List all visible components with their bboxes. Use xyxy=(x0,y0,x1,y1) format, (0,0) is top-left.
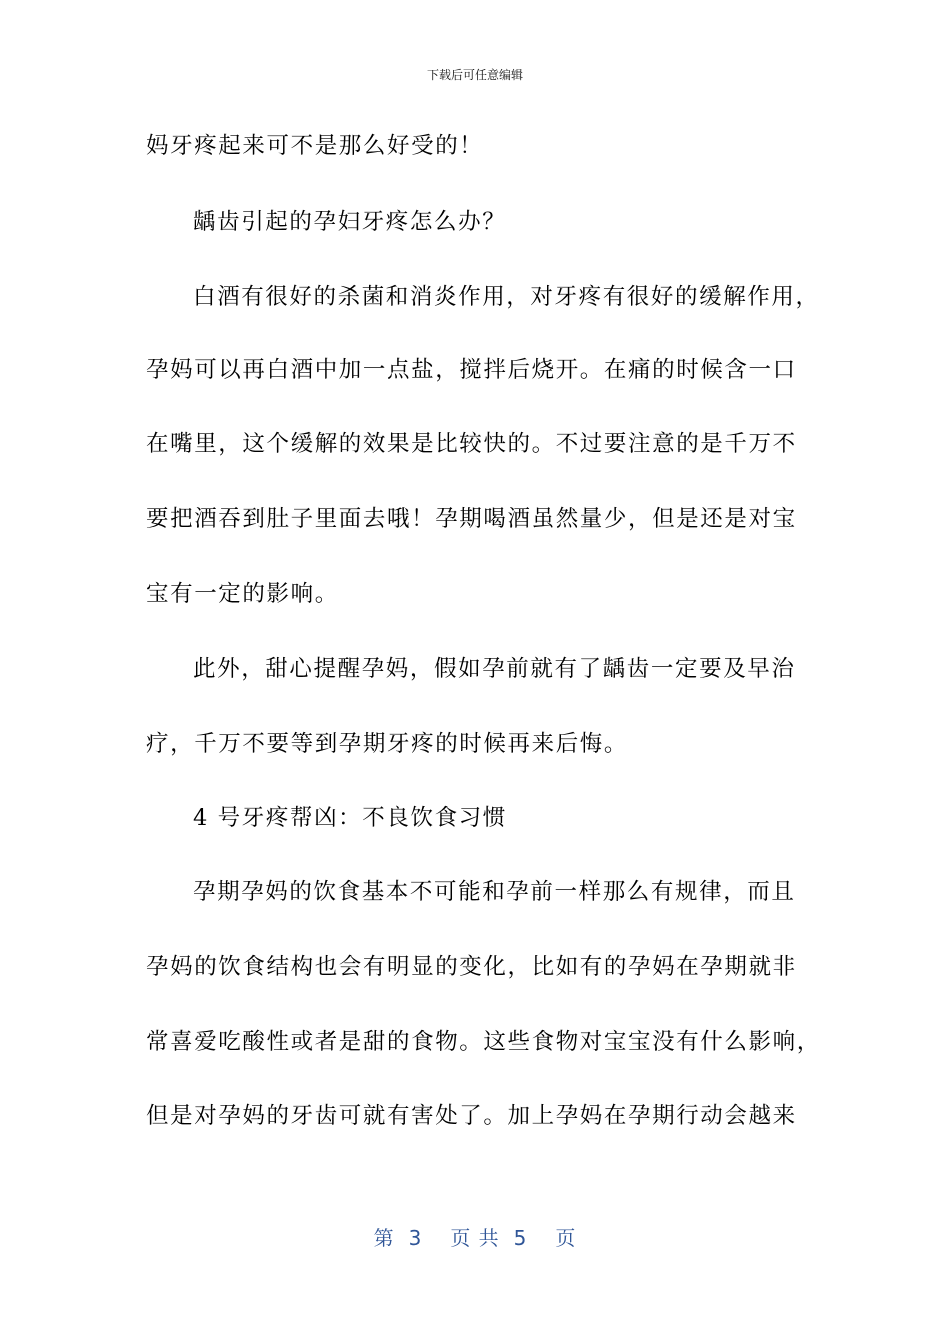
current-page-number: 3 xyxy=(408,1226,423,1250)
paragraph-line: 白酒有很好的杀菌和消炎作用，对牙疼有很好的缓解作用， xyxy=(193,284,820,310)
text-line: 妈牙疼起来可不是那么好受的！ xyxy=(146,133,484,159)
paragraph-line: 孕妈可以再白酒中加一点盐，搅拌后烧开。在痛的时候含一口 xyxy=(146,357,797,383)
footer-suffix: 页 xyxy=(555,1226,577,1250)
section-heading: 龋齿引起的孕妇牙疼怎么办？ xyxy=(193,209,507,235)
total-page-number: 5 xyxy=(513,1226,528,1250)
paragraph-line: 疗，千万不要等到孕期牙疼的时候再来后悔。 xyxy=(146,731,629,757)
paragraph-line: 此外，甜心提醒孕妈，假如孕前就有了龋齿一定要及早治 xyxy=(193,656,796,682)
paragraph-line: 常喜爱吃酸性或者是甜的食物。这些食物对宝宝没有什么影响， xyxy=(146,1029,821,1055)
section-heading: 4 号牙疼帮凶：不良饮食习惯 xyxy=(193,805,507,831)
paragraph-line: 在嘴里，这个缓解的效果是比较快的。不过要注意的是千万不 xyxy=(146,431,797,457)
header-note: 下载后可任意编辑 xyxy=(426,68,523,82)
paragraph-line: 但是对孕妈的牙齿可就有害处了。加上孕妈在孕期行动会越来 xyxy=(146,1103,797,1129)
page-footer xyxy=(0,1224,950,1252)
paragraph-line: 孕期孕妈的饮食基本不可能和孕前一样那么有规律，而且 xyxy=(193,879,796,905)
paragraph-line: 要把酒吞到肚子里面去哦！孕期喝酒虽然量少，但是还是对宝 xyxy=(146,506,797,532)
footer-middle: 页 共 xyxy=(450,1226,500,1250)
paragraph-line: 宝有一定的影响。 xyxy=(146,581,339,607)
paragraph-line: 孕妈的饮食结构也会有明显的变化，比如有的孕妈在孕期就非 xyxy=(146,954,797,980)
footer-prefix: 第 xyxy=(373,1226,395,1250)
